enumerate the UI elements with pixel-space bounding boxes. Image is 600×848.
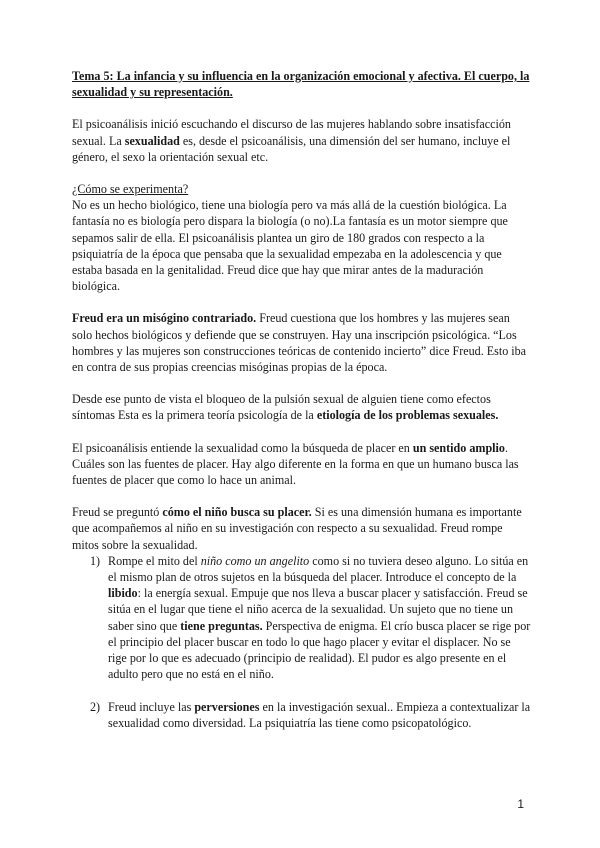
text: Desde ese punto de vista el bloqueo de la pulsión sexual de alguien tiene como efectos síntomas Esta es la primera teoría psicología de la	[72, 392, 491, 423]
text: Rompe el mito del	[108, 553, 201, 568]
section-heading: ¿Cómo se experimenta?	[72, 182, 189, 197]
page-number: 1	[517, 797, 524, 811]
text: Freud cuestiona que los hombres y las mujeres sean solo hechos biológicos y defiende que se construyen. Hay una inscripción psicológica. “Los hombres y las mujeres son construcciones teóricas de contenido incierto” dice Freud. Esto iba en contra de sus propias creencias misóginas propias de la época.	[72, 311, 527, 375]
bold-term: Freud era un misógino contrariado.	[72, 311, 257, 326]
text: No es un hecho biológico, tiene una biología pero va más allá de la cuestión biológica. La fantasía no es biología pero dispara la biología (o no).La fantasía es un motor siempre que sepamos salir de ella. El psicoanálisis plantea un giro de 180 grados con respecto a la psiquiatría de la época que pensaba que la sexualidad empezaba en la adolescencia y que estaba basada en la genitalidad. Freud dice que hay que mirar antes de la maduración biológica.	[72, 198, 508, 294]
list-number: 2)	[90, 699, 101, 714]
bold-term: sexualidad	[124, 133, 180, 148]
text: El psicoanálisis entiende la sexualidad como la búsqueda de placer en	[72, 440, 413, 455]
bold-term: etiología de los problemas sexuales.	[316, 408, 499, 423]
text: como si no tuviera deseo alguno. Lo sitúa en el mismo plan de otros sujetos en la búsqueda del placer. Introduce el concepto de la	[108, 553, 529, 585]
paragraph-experience	[72, 181, 532, 294]
document-page	[72, 68, 532, 747]
bold-term: un sentido amplio	[412, 440, 505, 455]
list-item	[72, 699, 532, 731]
numbered-list	[72, 553, 532, 731]
document-title: Tema 5: La infancia y su influencia en la organización emocional y afectiva. El cuerpo, la sexualidad y su representación.	[72, 69, 530, 100]
text: . Cuáles son las fuentes de placer. Hay algo diferente en la forma en que un humano busca las fuentes de placer que como lo hace un animal.	[72, 440, 519, 488]
bold-term: libido	[108, 586, 138, 601]
bold-term: tiene preguntas.	[180, 618, 263, 633]
italic-term: niño como un angelito	[200, 553, 310, 568]
bold-term: perversiones	[194, 699, 260, 714]
bold-term: cómo el niño busca su placer.	[162, 505, 312, 520]
paragraph-placer	[72, 440, 532, 489]
text: Perspectiva de enigma. El crío busca placer se rige por el principio del placer buscar en todo lo que hago placer y evitar el displacer. No se rige por lo que es adecuado (principio de realidad). El pudor es algo presente en el adulto pero que no está en el niño.	[108, 618, 531, 682]
text: : la energía sexual. Empuje que nos lleva a buscar placer y satisfacción. Freud se sitúa en el lugar que tiene el niño acerca de la sexualidad. Un sujeto que no tiene un saber sino que	[108, 586, 528, 633]
paragraph-intro	[72, 116, 532, 165]
text: Si es una dimensión humana es importante que acompañemos al niño en su investigación con respecto a su sexualidad. Freud rompe mitos sobre la sexualidad.	[72, 505, 522, 552]
list-item	[72, 553, 532, 683]
list-number: 1)	[90, 553, 101, 568]
paragraph-freud-misogino	[72, 310, 532, 375]
text: El psicoanálisis inició escuchando el discurso de las mujeres hablando sobre insatisfacción sexual. La	[72, 117, 511, 148]
text: en la investigación sexual.. Empieza a contextualizar la sexualidad como diversidad. La psiquiatría las tiene como psicopatológico.	[108, 699, 531, 730]
text: Freud incluye las	[108, 699, 195, 714]
text: Freud se preguntó	[72, 505, 163, 520]
paragraph-etiologia	[72, 391, 532, 423]
paragraph-nino	[72, 504, 532, 553]
text: es, desde el psicoanálisis, una dimensión del ser humano, incluye el género, el sexo la orientación sexual etc.	[72, 133, 511, 164]
